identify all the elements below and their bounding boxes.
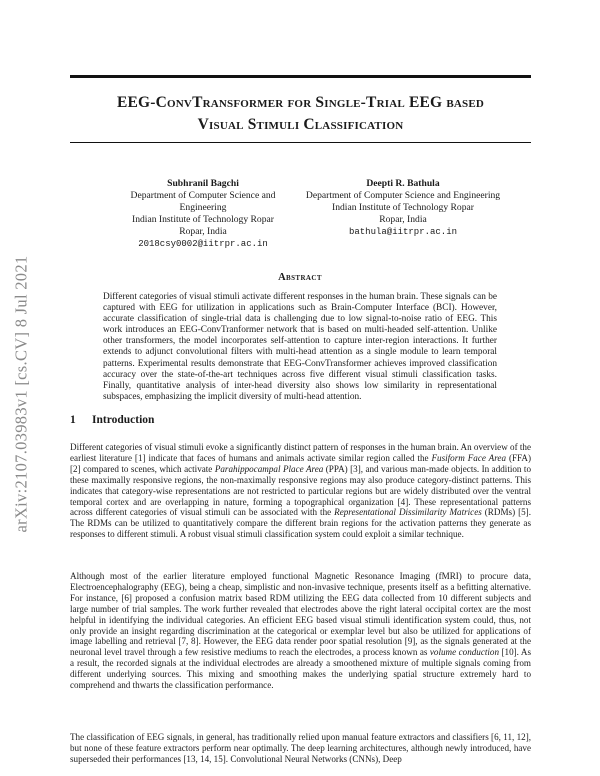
title-bottom-rule [70, 142, 531, 143]
intro-paragraph-1 [70, 442, 531, 540]
emphasis: Representational Dissimilarity Matrices [334, 507, 482, 518]
text-run: (RDMs) [5]. The RDMs can be utilized to quantitatively compare the different brain regions for the activation patterns they generate as responses to different stimuli. A robust visual stimuli classification system could exploit a similar technique. [70, 507, 531, 540]
section-number: 1 [70, 414, 76, 426]
author-location: Ropar, India [379, 214, 427, 225]
title-top-rule [70, 75, 531, 78]
author-block-1 [108, 178, 298, 250]
emphasis: volume conduction [429, 647, 500, 658]
text-run: (PPA) [3], and various man-made objects. In addition to these maximally responsive regions, the non-maximally responsive regions may also produce category-distinct patterns. This indicates that category-wise representations are not restricted to particular regions but are widely distributed over the ventral temporal cortex and are overlapping in nature, forming a topographical organization [4]. These representational patterns across different categories of visual stimuli can be associated with the [70, 463, 531, 518]
intro-paragraph-3: The classification of EEG signals, in general, has traditionally relied upon manual feature extractors and classifiers [6, 11, 12], but none of these feature extractors perform near optimally. The deep learning architectures, although newly introduced, have superseded their performances [13, 14, 15]. Convolutional Neural Networks (CNNs), Deep [70, 732, 531, 764]
title-line-1: EEG-ConvTransformer for Single-Trial EEG based [116, 94, 485, 111]
author-name: Subhranil Bagchi [167, 178, 239, 189]
paper-title [70, 92, 531, 136]
author-block-2 [305, 178, 501, 238]
author-institute: Indian Institute of Technology Ropar [332, 202, 474, 213]
author-name: Deepti R. Bathula [366, 178, 440, 189]
section-heading [70, 414, 154, 426]
title-line-2: Visual Stimuli Classification [197, 116, 404, 133]
arxiv-identifier: arXiv:2107.03983v1 [cs.CV] 8 Jul 2021 [11, 255, 31, 533]
emphasis: Fusiform Face Area [431, 452, 507, 463]
text-run: [10]. As a result, the recorded signals at the individual electrodes are already a smoothened mixture of multiple signals coming from different underlying sources. This mixing and smoothing makes the underlying spatial structure extremely hard to comprehend and thwarts the classification performance. [70, 647, 531, 691]
emphasis: Parahippocampal Place Area [214, 463, 324, 474]
author-department: Department of Computer Science and Engineering [305, 190, 501, 201]
author-location: Ropar, India [179, 226, 227, 237]
author-department: Department of Computer Science and Engineering [130, 190, 276, 213]
text-run: Different categories of visual stimuli evoke a significantly distinct pattern of responses in the human brain. An overview of the earliest literature [1] indicate that faces of humans and animals activate similar region called the [70, 442, 531, 463]
abstract-text: Different categories of visual stimuli activate different responses in the human brain. These signals can be captured with EEG for utilization in applications such as Brain-Computer Interface (BCI). However, accurate classification of single-trial data is challenging due to low signal-to-noise ratio of EEG. This work introduces an EEG-ConvTranformer network that is based on multi-headed self-attention. Unlike other transformers, the model incorporates self-attention to capture inter-region interactions. It further extends to adjunct convolutional filters with multi-head attention as a single module to learn temporal patterns. Experimental results demonstrate that EEG-ConvTransformer achieves improved classification accuracy over the state-of-the-art techniques across five different visual stimuli classification tasks. Finally, quantitative analysis of inter-head diversity also shows low similarity in representational subspaces, emphasizing the implicit diversity of multi-head attention. [103, 292, 497, 402]
text-run: (FFA) [2] compared to scenes, which activate [70, 452, 532, 474]
section-title: Introduction [92, 414, 155, 426]
author-email: bathula@iitrpr.ac.in [348, 227, 458, 237]
arxiv-stamp [6, 214, 37, 574]
intro-paragraph-2 [70, 571, 531, 691]
author-institute: Indian Institute of Technology Ropar [132, 214, 274, 225]
text-run: Although most of the earlier literature employed functional Magnetic Resonance Imaging (fMRI) to procure data, Electroencephalography (EEG), being a cheap, simplistic and non-invasive technique, presents itself as a befitting alternative. For instance, [6] proposed a confusion matrix based RDM utilizing the EEG data collected from 10 different subjects and large number of trial samples. The work further revealed that electrodes above the right lateral occipital cortex are the most helpful in identifying the individual categories. An efficient EEG based visual stimuli identification system could, thus, not only provide an insight regarding discrimination at the categorical or exemplar level but also be utilized for applications of image labelling and retrieval [7, 8]. However, the EEG data render poor spatial resolution [9], as the signals generated at the neuronal level travel through a few resistive mediums to reach the electrodes, a process known as [70, 571, 531, 658]
abstract-heading: Abstract [278, 272, 322, 283]
author-email: 2018csy0002@iitrpr.ac.in [138, 239, 268, 249]
